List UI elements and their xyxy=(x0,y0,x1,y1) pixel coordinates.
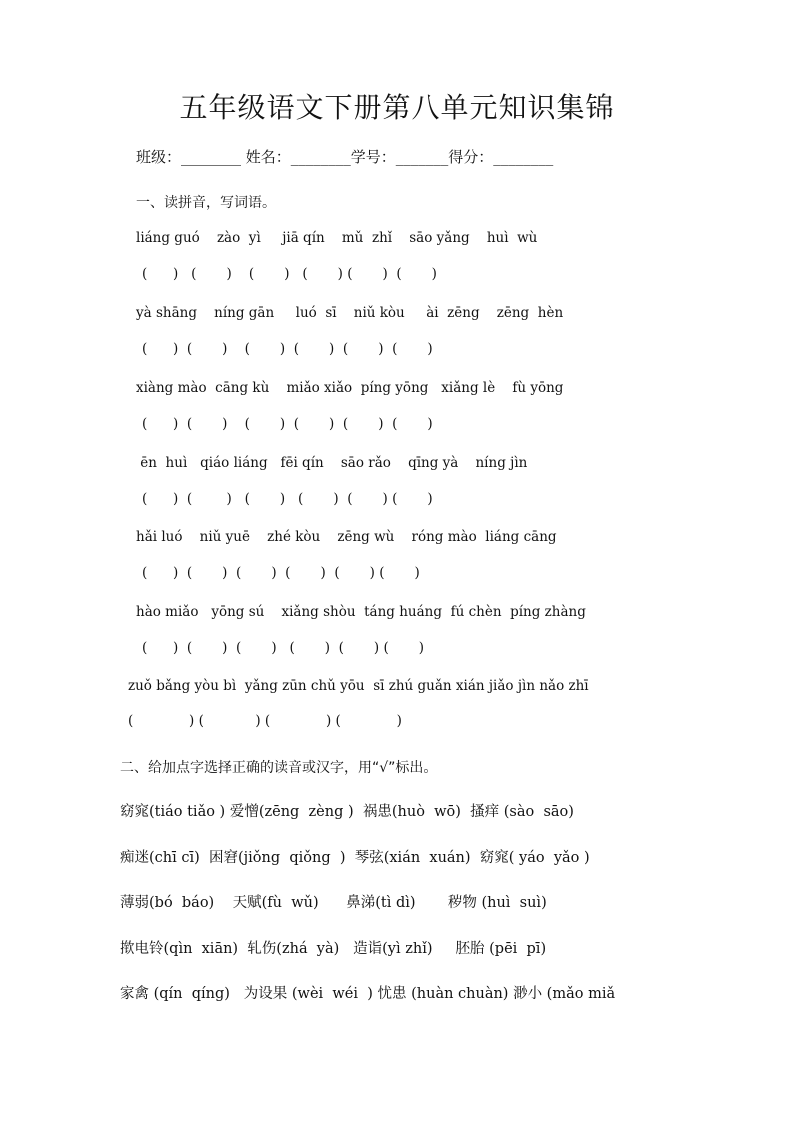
pinyin-row: liáng guó zào yì jiā qín mǔ zhǐ sāo yǎng huì wù xyxy=(136,230,538,246)
pinyin-row: ēn huì qiáo liáng fēi qín sāo rǎo qīng yà níng jìn xyxy=(136,455,528,471)
pinyin-row: hǎi luó niǔ yuē zhé kòu zēng wù róng mào liáng cāng xyxy=(136,529,557,545)
answer-parens-row: ( ) ( ) ( ) ( ) ( ) ( ) xyxy=(142,416,433,432)
pinyin-row-idioms: zuǒ bǎng yòu bì yǎng zūn chǔ yōu sī zhú guǎn xián jiǎo jìn nǎo zhī xyxy=(128,678,589,694)
pronunciation-choice-line: 揿电铃(qìn xiān) 轧伤(zhá yà) 造诣(yì zhǐ) 胚胎 (pēi pī) xyxy=(120,941,547,957)
answer-parens-row: ( ) ( ) ( ) ( ) ( ) ( ) xyxy=(142,341,433,357)
answer-parens-row: ( ) ( ) ( ) ( ) ( ) ( ) xyxy=(142,565,420,581)
pronunciation-choice-line: 家禽 (qín qíng) 为设果 (wèi wéi ) 忧患 (huàn chuàn) 渺小 (mǎo miǎ xyxy=(120,986,616,1002)
page-title: 五年级语文下册第八单元知识集锦 xyxy=(179,91,615,124)
pinyin-row: hào miǎo yōng sú xiǎng shòu táng huáng fú chèn píng zhàng xyxy=(136,604,586,620)
answer-parens-row: ( ) ( ) ( ) ( ) ( ) ( ) xyxy=(142,491,433,507)
pronunciation-choice-line: 窈窕(tiáo tiǎo ) 爱憎(zēng zèng ) 祸患(huò wō) 搔痒 (sào sāo) xyxy=(120,804,574,820)
answer-parens-row-idioms: ( ) ( ) ( ) ( ) xyxy=(128,713,402,729)
pinyin-row: xiàng mào cāng kù miǎo xiǎo píng yōng xiǎng lè fù yōng xyxy=(136,380,564,396)
pinyin-row: yà shāng níng gān luó sī niǔ kòu ài zēng zēng hèn xyxy=(136,305,564,321)
answer-parens-row: ( ) ( ) ( ) ( ) ( ) ( ) xyxy=(142,266,437,282)
pronunciation-choice-line: 薄弱(bó báo) 天赋(fù wǔ) 鼻涕(tì dì) 秽物 (huì suì) xyxy=(120,895,547,911)
student-info-line: 班级：________ 姓名：________学号：_______得分：________ xyxy=(136,148,554,166)
section2-heading: 二、给加点字选择正确的读音或汉字，用“√”标出。 xyxy=(120,760,438,776)
pronunciation-choice-line: 痴迷(chī cī) 困窘(jiǒng qiǒng ) 琴弦(xián xuán) 窈窕( yáo yǎo ) xyxy=(120,850,590,866)
section1-heading: 一、读拼音，写词语。 xyxy=(136,195,276,211)
answer-parens-row: ( ) ( ) ( ) ( ) ( ) ( ) xyxy=(142,640,425,656)
